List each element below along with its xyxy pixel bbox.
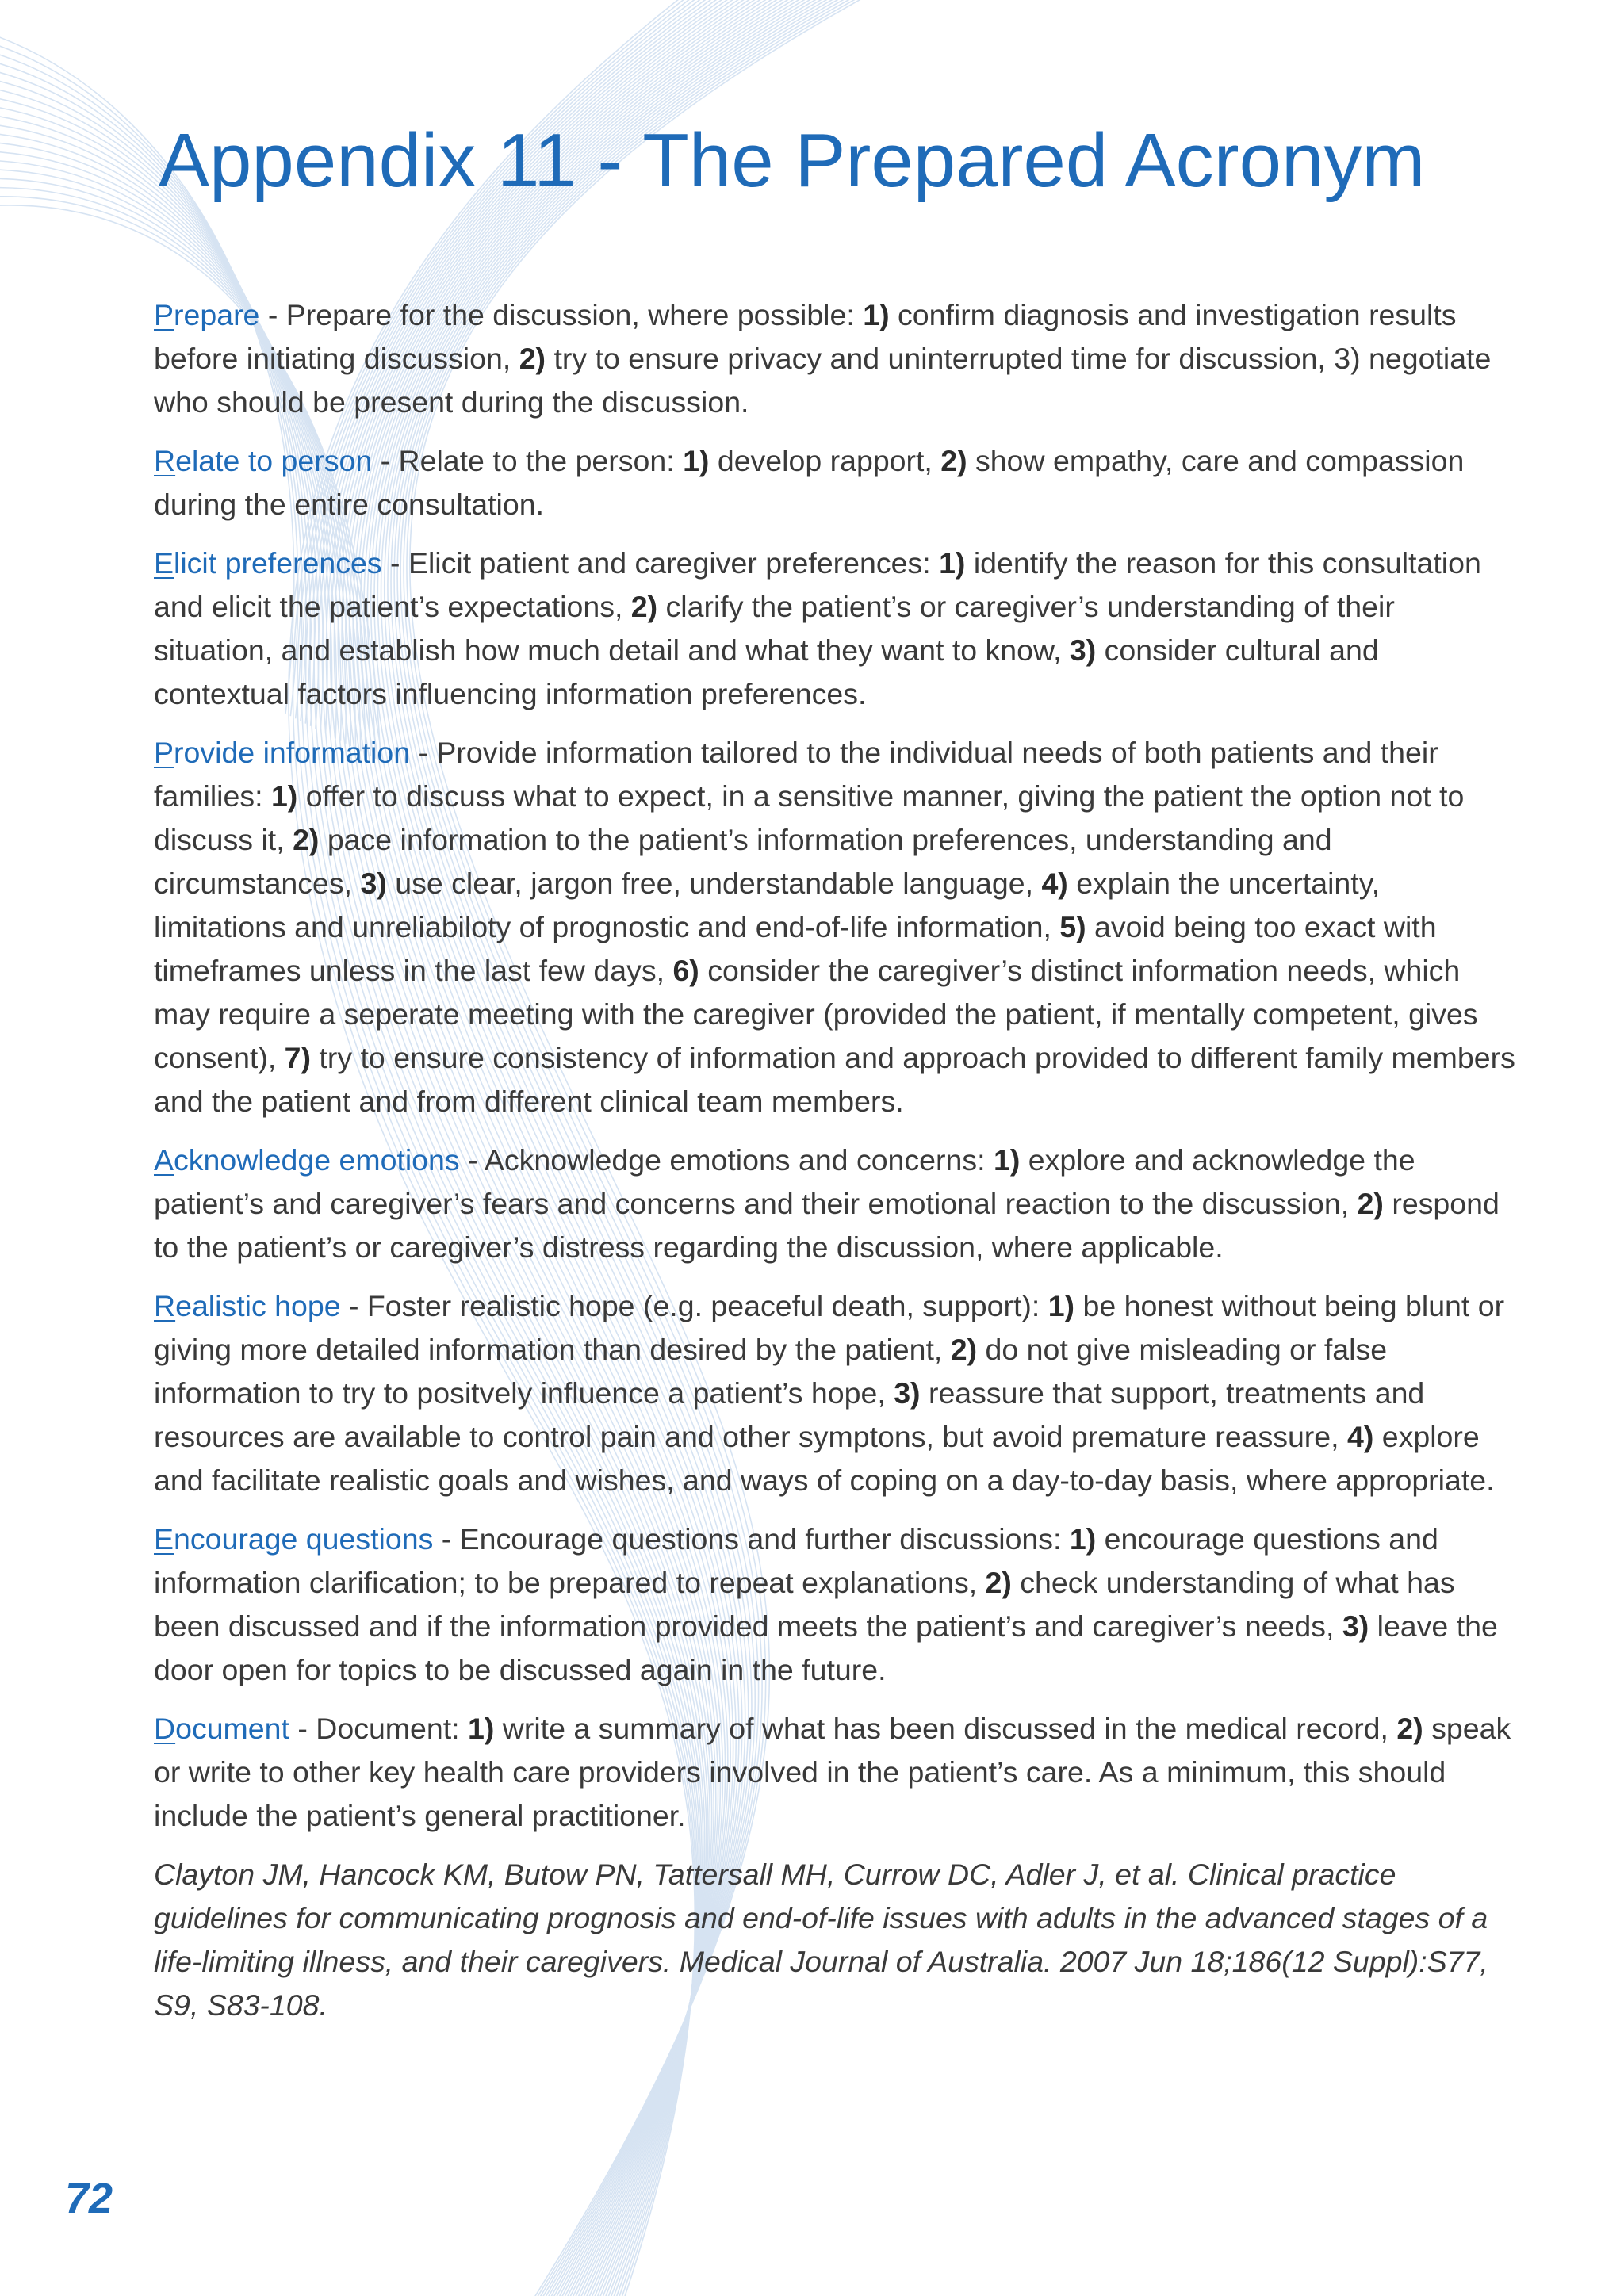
item-text: consider cultural and contextual factors influencing information preferences. [154, 633, 1379, 710]
item-text: explore and facilitate realistic goals and wishes, and ways of coping on a day-to-day basis, where appropriate. [154, 1420, 1495, 1497]
item-text: - Provide information tailored to the individual needs of both patients and their families: [154, 736, 1438, 813]
acronym-initial: E [154, 1522, 174, 1556]
item-number: 2) [1396, 1712, 1423, 1745]
item-number: 2) [630, 590, 658, 623]
item-text: - Foster realistic hope (e.g. peaceful death, support): [340, 1289, 1048, 1322]
acronym-term [154, 1712, 289, 1745]
item-text: - Encourage questions and further discussions: [433, 1522, 1070, 1556]
item-number: 6) [672, 954, 699, 987]
item-number: 1) [1048, 1289, 1075, 1322]
item-number: 7) [284, 1041, 312, 1074]
item-text: use clear, jargon free, understandable language, [386, 867, 1042, 900]
item-text: confirm diagnosis and investigation results before initiating discussion, [154, 298, 1457, 375]
item-number: 3) [1069, 633, 1097, 667]
item-text: offer to discuss what to expect, in a sensitive manner, giving the patient the option not to discuss it, [154, 779, 1465, 856]
acronym-term [154, 298, 259, 331]
acronym-term-rest: licit preferences [174, 546, 382, 580]
acronym-initial: P [154, 736, 174, 769]
acronym-term-rest: rovide information [174, 736, 411, 769]
item-number: 3) [1342, 1609, 1369, 1643]
list-item [154, 1284, 1518, 1502]
acronym-initial: E [154, 546, 174, 580]
item-text: develop rapport, [709, 444, 941, 477]
acronym-initial: R [154, 1289, 176, 1322]
acronym-term [154, 1143, 460, 1177]
acronym-term [154, 444, 372, 477]
item-text: identify the reason for this consultation and elicit the patient’s expectations, [154, 546, 1481, 623]
item-number: 2) [293, 823, 320, 856]
item-number: 2) [1357, 1187, 1384, 1220]
item-text: - Prepare for the discussion, where possible: [259, 298, 864, 331]
item-text: - Document: [289, 1712, 469, 1745]
acronym-term-rest: ncourage questions [174, 1522, 434, 1556]
item-number: 1) [993, 1143, 1021, 1177]
page-number: 72 [65, 2175, 113, 2222]
list-item [154, 1707, 1518, 1838]
page-title: Appendix 11 - The Prepared Acronym [159, 118, 1426, 203]
list-item [154, 1517, 1518, 1692]
acronym-initial: P [154, 298, 174, 331]
acronym-term-rest: cknowledge emotions [174, 1143, 460, 1177]
item-text: explain the uncertainty, limitations and unreliabiloty of prognostic and end-of-life information, [154, 867, 1381, 943]
list-item [154, 439, 1518, 526]
reference-citation: Clayton JM, Hancock KM, Butow PN, Tattersall MH, Currow DC, Adler J, et al. Clinical practice guidelines for communicating prognosis and end-of-life issues with adults in the advanced stages of a life-limiting illness, and their caregivers. Medical Journal of Australia. 2007 Jun 18;186(12 Suppl):S77, S9, S83-108. [154, 1858, 1488, 2022]
acronym-initial: R [154, 444, 176, 477]
item-text: reassure that support, treatments and resources are available to control pain and other symptons, but avoid premature reassure, [154, 1376, 1425, 1453]
acronym-term [154, 546, 382, 580]
item-text: speak or write to other key health care providers involved in the patient’s care. As a minimum, this should include the patient’s general practitioner. [154, 1712, 1511, 1832]
item-text: - Acknowledge emotions and concerns: [459, 1143, 994, 1177]
list-item [154, 293, 1518, 424]
item-number: 2) [950, 1333, 978, 1366]
acronym-initial: A [154, 1143, 174, 1177]
item-text: consider the caregiver’s distinct information needs, which may require a seperate meeting with the caregiver (provided the patient, if mentally competent, gives consent), [154, 954, 1478, 1074]
item-text: show empathy, care and compassion during the entire consultation. [154, 444, 1465, 521]
item-number: 4) [1041, 867, 1068, 900]
acronym-term [154, 1289, 341, 1322]
item-number: 3) [360, 867, 387, 900]
acronym-term-rest: ealistic hope [175, 1289, 341, 1322]
item-text: - Relate to the person: [372, 444, 684, 477]
item-number: 2) [940, 444, 967, 477]
acronym-term [154, 1522, 433, 1556]
item-text: pace information to the patient’s information preferences, understanding and circumstances, [154, 823, 1332, 900]
item-text: encourage questions and information clarification; to be prepared to repeat explanations, [154, 1522, 1438, 1599]
item-number: 1) [939, 546, 966, 580]
item-text: check understanding of what has been discussed and if the information provided meets the patient’s and caregiver’s needs, [154, 1566, 1455, 1643]
item-text: write a summary of what has been discussed in the medical record, [494, 1712, 1397, 1745]
acronym-initial: D [154, 1712, 176, 1745]
item-number: 2) [985, 1566, 1012, 1599]
item-text: avoid being too exact with timeframes unless in the last few days, [154, 910, 1437, 987]
list-item [154, 1138, 1518, 1269]
item-number: 1) [270, 779, 298, 813]
item-text: leave the door open for topics to be discussed again in the future. [154, 1609, 1498, 1686]
item-text: - Elicit patient and caregiver preferences: [381, 546, 940, 580]
item-text: be honest without being blunt or giving more detailed information than desired by the patient, [154, 1289, 1505, 1366]
item-number: 1) [863, 298, 890, 331]
list-item [154, 541, 1518, 716]
item-number: 5) [1059, 910, 1086, 943]
item-number: 2) [519, 342, 546, 375]
acronym-term-rest: repare [174, 298, 260, 331]
item-text: explore and acknowledge the patient’s and caregiver’s fears and concerns and their emotional reaction to the discussion, [154, 1143, 1415, 1220]
item-text: clarify the patient’s or caregiver’s understanding of their situation, and establish how much detail and what they want to know, [154, 590, 1395, 667]
item-text: try to ensure privacy and uninterrupted time for discussion, 3) negotiate who should be present during the discussion. [154, 342, 1492, 419]
item-number: 1) [468, 1712, 495, 1745]
item-number: 1) [683, 444, 710, 477]
item-number: 1) [1069, 1522, 1097, 1556]
item-number: 3) [894, 1376, 921, 1410]
item-text: try to ensure consistency of information and approach provided to different family members and the patient and from different clinical team members. [154, 1041, 1515, 1118]
list-item [154, 731, 1518, 1123]
item-text: do not give misleading or false information to try to positvely influence a patient’s hope, [154, 1333, 1388, 1410]
acronym-term-rest: ocument [175, 1712, 289, 1745]
acronym-term-rest: elate to person [175, 444, 373, 477]
acronym-term [154, 736, 410, 769]
item-number: 4) [1346, 1420, 1374, 1453]
item-text: respond to the patient’s or caregiver’s distress regarding the discussion, where applicable. [154, 1187, 1500, 1264]
acronym-list [154, 293, 1518, 2027]
